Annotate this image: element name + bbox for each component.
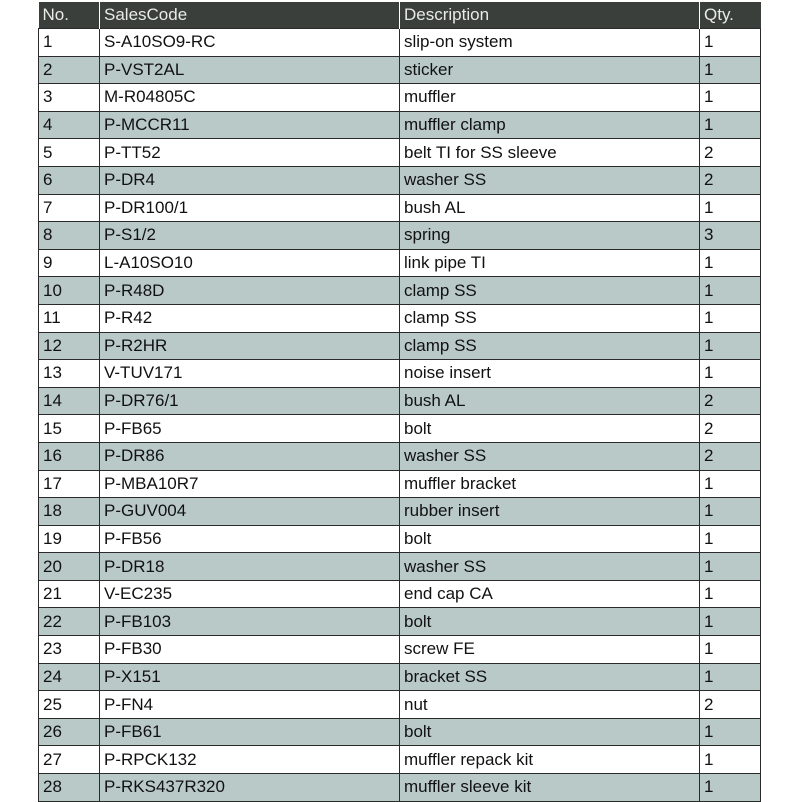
table-row: [39, 111, 761, 139]
cell-salescode: P-S1/2: [100, 222, 400, 250]
cell-no: 4: [39, 111, 100, 139]
cell-description: belt TI for SS sleeve: [400, 139, 700, 167]
cell-no: 23: [39, 636, 100, 664]
cell-no: 6: [39, 166, 100, 194]
cell-qty: 1: [700, 525, 761, 553]
cell-qty: 1: [700, 84, 761, 112]
cell-salescode: P-VST2AL: [100, 56, 400, 84]
cell-qty: 1: [700, 56, 761, 84]
cell-qty: 1: [700, 608, 761, 636]
cell-description: screw FE: [400, 636, 700, 664]
table-row: [39, 249, 761, 277]
table-row: [39, 525, 761, 553]
table-row: [39, 387, 761, 415]
table-row: [39, 498, 761, 526]
cell-no: 8: [39, 222, 100, 250]
table-row: [39, 442, 761, 470]
cell-salescode: P-DR4: [100, 166, 400, 194]
cell-salescode: P-DR100/1: [100, 194, 400, 222]
cell-qty: 1: [700, 470, 761, 498]
cell-no: 22: [39, 608, 100, 636]
cell-description: muffler: [400, 84, 700, 112]
cell-description: muffler bracket: [400, 470, 700, 498]
cell-salescode: P-DR76/1: [100, 387, 400, 415]
cell-qty: 1: [700, 663, 761, 691]
table-row: [39, 360, 761, 388]
cell-qty: 3: [700, 222, 761, 250]
cell-salescode: P-X151: [100, 663, 400, 691]
cell-no: 11: [39, 304, 100, 332]
cell-description: sticker: [400, 56, 700, 84]
cell-qty: 1: [700, 553, 761, 581]
header-qty: Qty.: [700, 2, 761, 29]
cell-salescode: P-FB56: [100, 525, 400, 553]
cell-qty: 1: [700, 194, 761, 222]
cell-no: 3: [39, 84, 100, 112]
cell-no: 17: [39, 470, 100, 498]
cell-description: bolt: [400, 415, 700, 443]
cell-qty: 1: [700, 718, 761, 746]
cell-description: rubber insert: [400, 498, 700, 526]
table-row: [39, 222, 761, 250]
cell-qty: 1: [700, 580, 761, 608]
cell-salescode: P-FN4: [100, 691, 400, 719]
cell-no: 15: [39, 415, 100, 443]
cell-qty: 2: [700, 387, 761, 415]
cell-no: 21: [39, 580, 100, 608]
cell-qty: 2: [700, 415, 761, 443]
cell-description: nut: [400, 691, 700, 719]
cell-description: bolt: [400, 608, 700, 636]
cell-no: 13: [39, 360, 100, 388]
cell-description: slip-on system: [400, 29, 700, 57]
cell-qty: 1: [700, 111, 761, 139]
table-row: [39, 166, 761, 194]
cell-qty: 1: [700, 636, 761, 664]
cell-description: muffler sleeve kit: [400, 774, 700, 802]
cell-no: 26: [39, 718, 100, 746]
cell-salescode: P-R48D: [100, 277, 400, 305]
cell-no: 18: [39, 498, 100, 526]
cell-description: muffler repack kit: [400, 746, 700, 774]
table-row: [39, 139, 761, 167]
table-body: [39, 29, 761, 802]
cell-no: 1: [39, 29, 100, 57]
cell-salescode: P-FB103: [100, 608, 400, 636]
cell-description: clamp SS: [400, 332, 700, 360]
cell-description: bush AL: [400, 194, 700, 222]
cell-no: 28: [39, 774, 100, 802]
cell-qty: 2: [700, 691, 761, 719]
cell-no: 24: [39, 663, 100, 691]
cell-qty: 1: [700, 29, 761, 57]
cell-qty: 2: [700, 442, 761, 470]
cell-description: muffler clamp: [400, 111, 700, 139]
cell-no: 10: [39, 277, 100, 305]
table-row: [39, 608, 761, 636]
table-row: [39, 470, 761, 498]
cell-salescode: V-EC235: [100, 580, 400, 608]
table-row: [39, 29, 761, 57]
cell-no: 14: [39, 387, 100, 415]
cell-qty: 1: [700, 249, 761, 277]
cell-description: bolt: [400, 525, 700, 553]
cell-description: link pipe TI: [400, 249, 700, 277]
cell-no: 16: [39, 442, 100, 470]
cell-description: washer SS: [400, 442, 700, 470]
table-row: [39, 277, 761, 305]
cell-description: noise insert: [400, 360, 700, 388]
table-row: [39, 84, 761, 112]
cell-qty: 2: [700, 139, 761, 167]
cell-qty: 1: [700, 498, 761, 526]
table-row: [39, 746, 761, 774]
cell-qty: 1: [700, 304, 761, 332]
table-row: [39, 663, 761, 691]
cell-qty: 1: [700, 774, 761, 802]
cell-no: 19: [39, 525, 100, 553]
cell-description: clamp SS: [400, 277, 700, 305]
header-row: [39, 2, 761, 29]
table-row: [39, 691, 761, 719]
cell-salescode: P-TT52: [100, 139, 400, 167]
cell-salescode: P-DR18: [100, 553, 400, 581]
cell-no: 7: [39, 194, 100, 222]
cell-salescode: P-RKS437R320: [100, 774, 400, 802]
table-row: [39, 194, 761, 222]
cell-no: 20: [39, 553, 100, 581]
cell-salescode: P-R2HR: [100, 332, 400, 360]
cell-description: washer SS: [400, 166, 700, 194]
cell-salescode: P-FB30: [100, 636, 400, 664]
cell-no: 9: [39, 249, 100, 277]
cell-salescode: S-A10SO9-RC: [100, 29, 400, 57]
cell-salescode: M-R04805C: [100, 84, 400, 112]
cell-salescode: V-TUV171: [100, 360, 400, 388]
cell-no: 12: [39, 332, 100, 360]
table-row: [39, 304, 761, 332]
cell-qty: 1: [700, 332, 761, 360]
cell-salescode: P-RPCK132: [100, 746, 400, 774]
table-row: [39, 553, 761, 581]
cell-no: 5: [39, 139, 100, 167]
table-row: [39, 56, 761, 84]
header-no: No.: [39, 2, 100, 29]
table-row: [39, 332, 761, 360]
cell-description: end cap CA: [400, 580, 700, 608]
cell-salescode: P-MBA10R7: [100, 470, 400, 498]
cell-salescode: P-R42: [100, 304, 400, 332]
cell-description: bush AL: [400, 387, 700, 415]
cell-salescode: P-GUV004: [100, 498, 400, 526]
cell-qty: 1: [700, 746, 761, 774]
header-description: Description: [400, 2, 700, 29]
cell-salescode: P-DR86: [100, 442, 400, 470]
table-row: [39, 636, 761, 664]
header-salescode: SalesCode: [100, 2, 400, 29]
cell-salescode: P-MCCR11: [100, 111, 400, 139]
cell-qty: 2: [700, 166, 761, 194]
cell-description: clamp SS: [400, 304, 700, 332]
cell-salescode: L-A10SO10: [100, 249, 400, 277]
cell-description: spring: [400, 222, 700, 250]
table-row: [39, 718, 761, 746]
cell-description: bracket SS: [400, 663, 700, 691]
cell-description: washer SS: [400, 553, 700, 581]
parts-list-table: [38, 2, 761, 802]
cell-salescode: P-FB65: [100, 415, 400, 443]
table-row: [39, 580, 761, 608]
cell-qty: 1: [700, 360, 761, 388]
cell-salescode: P-FB61: [100, 718, 400, 746]
cell-description: bolt: [400, 718, 700, 746]
table-row: [39, 415, 761, 443]
cell-no: 2: [39, 56, 100, 84]
cell-qty: 1: [700, 277, 761, 305]
table-row: [39, 774, 761, 802]
cell-no: 25: [39, 691, 100, 719]
cell-no: 27: [39, 746, 100, 774]
